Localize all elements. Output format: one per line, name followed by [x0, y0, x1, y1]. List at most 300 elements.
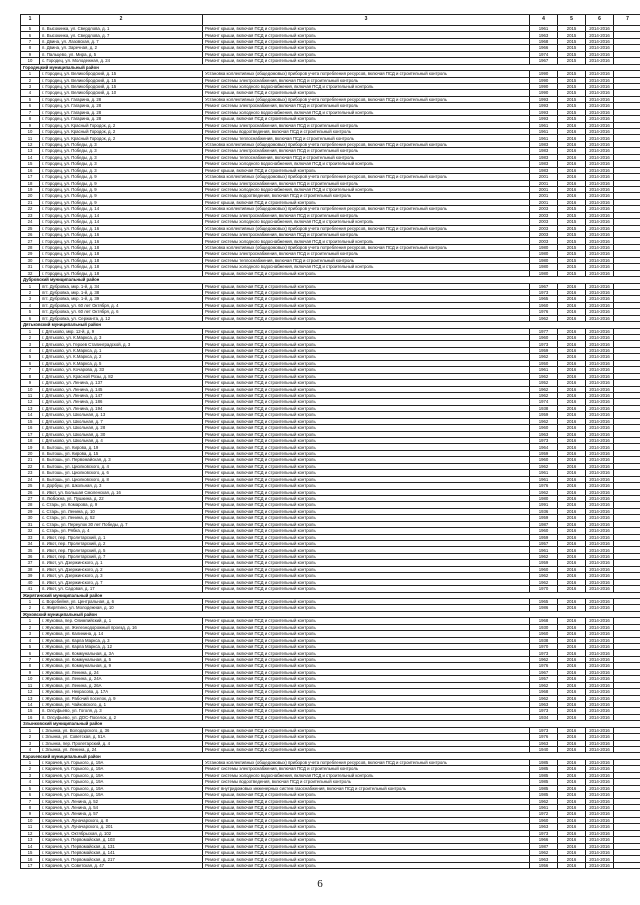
row-number-cell: 2 — [21, 766, 40, 772]
year-built-cell: 1983 — [530, 154, 558, 160]
year-built-cell: 1980 — [530, 495, 558, 501]
row-number-cell: 24 — [21, 219, 40, 225]
repair-year-cell: 2016 — [558, 637, 586, 643]
table-row — [21, 862, 640, 868]
repair-year-cell: 2016 — [558, 193, 586, 199]
period-cell: 2014-2016 — [586, 495, 614, 501]
work-type-cell: Ремонт системы электроснабжения, включая ПСД и строительный контроль — [203, 180, 530, 186]
work-type-cell: Ремонт системы электроснабжения, включая ПСД и строительный контроль — [203, 212, 530, 218]
row-number-cell: 12 — [21, 399, 40, 405]
work-type-cell: Ремонт крыши, включая ПСД и строительный контроль — [203, 51, 530, 57]
period-cell: 2014-2016 — [586, 373, 614, 379]
year-built-cell: 1962 — [530, 489, 558, 495]
year-built-cell: 1961 — [530, 476, 558, 482]
repair-year-cell: 2016 — [558, 431, 586, 437]
year-built-cell: 1961 — [530, 122, 558, 128]
work-type-cell: Ремонт крыши, включая ПСД и строительный контроль — [203, 598, 530, 604]
work-type-cell: Ремонт крыши, включая ПСД и строительный контроль — [203, 431, 530, 437]
repair-year-cell: 2016 — [558, 154, 586, 160]
year-built-cell: 1960 — [530, 425, 558, 431]
row-number-cell: 14 — [21, 701, 40, 707]
work-type-cell: Установка коллективных (общедомовых) приборов учета потребления ресурсов, включая ПСД и строительный контроль — [203, 96, 530, 102]
address-cell: г. Городец, ул. Великобродский, д. 15 — [40, 77, 203, 83]
work-type-cell: Ремонт крыши, включая ПСД и строительный контроль — [203, 167, 530, 173]
address-cell: г. Жуковка, ул. Коммунальная, д. 3А — [40, 650, 203, 656]
repair-year-cell: 2016 — [558, 148, 586, 154]
work-type-cell: Ремонт крыши, включая ПСД и строительный контроль — [203, 714, 530, 720]
row-number-cell: 27 — [21, 238, 40, 244]
address-cell: г. Городец, ул. Красный Городок, д. 2 — [40, 122, 203, 128]
repair-year-cell: 2016 — [558, 566, 586, 572]
work-type-cell: Ремонт системы холодного водоснабжения, включая ПСД и строительный контроль — [203, 264, 530, 270]
work-type-cell: Ремонт системы электроснабжения, включая ПСД и строительный контроль — [203, 232, 530, 238]
year-built-cell: 1962 — [530, 386, 558, 392]
period-cell: 2014-2016 — [586, 116, 614, 122]
period-cell: 2014-2016 — [586, 193, 614, 199]
address-cell: п. Ивот, ул. Дзержинского, д. 3 — [40, 573, 203, 579]
year-built-cell: 1959 — [530, 412, 558, 418]
repair-year-cell: 2015 — [558, 244, 586, 250]
work-type-cell: Ремонт крыши, включая ПСД и строительный контроль — [203, 450, 530, 456]
period-cell: 2014-2016 — [586, 553, 614, 559]
address-cell: г. Городец, ул. Победы, д. 3 — [40, 141, 203, 147]
period-cell: 2014-2016 — [586, 161, 614, 167]
address-cell: г. Карачев, ул. Первомайская, д. 217 — [40, 856, 203, 862]
address-cell: г. Городец, ул. Победы, д. 9 — [40, 193, 203, 199]
period-cell: 2014-2016 — [586, 180, 614, 186]
year-built-cell: 2001 — [530, 199, 558, 205]
period-cell: 2014-2016 — [586, 566, 614, 572]
period-cell: 2014-2016 — [586, 354, 614, 360]
repair-year-cell: 2016 — [558, 438, 586, 444]
year-built-cell: 1973 — [530, 438, 558, 444]
row-number-cell: 7 — [21, 656, 40, 662]
capital-repair-table — [20, 14, 640, 869]
address-cell: с. Жирятино, ул. Молодежная, д. 10 — [40, 605, 203, 611]
work-type-cell: Ремонт системы холодного водоснабжения, включая ПСД и строительный контроль — [203, 219, 530, 225]
district-title: Городецкий муниципальный район — [21, 64, 640, 70]
address-cell: п. Высокинка, ул. Свердлова, д. 7 — [40, 32, 203, 38]
address-cell: г. Дятьково, ул. К.Маркса, д. 5 — [40, 360, 203, 366]
period-cell: 2014-2016 — [586, 425, 614, 431]
row-number-cell: 25 — [21, 225, 40, 231]
work-type-cell: Ремонт крыши, включая ПСД и строительный контроль — [203, 560, 530, 566]
period-cell: 2014-2016 — [586, 663, 614, 669]
year-built-cell: 1960 — [530, 817, 558, 823]
row-number-cell: 2 — [21, 289, 40, 295]
address-cell: г. Городец, ул. Победы, д. 9 — [40, 186, 203, 192]
repair-year-cell: 2015 — [558, 219, 586, 225]
district-title: Дятьковский муниципальный район — [21, 322, 640, 328]
year-built-cell: 1965 — [530, 296, 558, 302]
period-cell: 2014-2016 — [586, 502, 614, 508]
repair-year-cell: 2015 — [558, 257, 586, 263]
work-type-cell: Ремонт крыши, включая ПСД и строительный контроль — [203, 856, 530, 862]
year-built-cell: 1973 — [530, 289, 558, 295]
address-cell: п. Олсуфьево, ул. ДОС-Поселок, д. 2 — [40, 714, 203, 720]
period-cell: 2014-2016 — [586, 257, 614, 263]
work-type-cell: Ремонт системы холодного водоснабжения, включая ПСД и строительный контроль — [203, 186, 530, 192]
row-number-cell: 35 — [21, 547, 40, 553]
year-built-cell: 1985 — [530, 785, 558, 791]
repair-year-cell: 2016 — [558, 573, 586, 579]
address-cell: г. Дятьково, ул. Школьная, д. 30 — [40, 431, 203, 437]
repair-year-cell: 2016 — [558, 528, 586, 534]
work-type-cell: Ремонт системы электроснабжения, включая ПСД и строительный контроль — [203, 251, 530, 257]
year-built-cell: 1990 — [530, 71, 558, 77]
period-cell: 2014-2016 — [586, 708, 614, 714]
repair-year-cell: 2016 — [558, 792, 586, 798]
work-type-cell: Ремонт крыши, включая ПСД и строительный контроль — [203, 682, 530, 688]
work-type-cell: Установка коллективных (общедомовых) приборов учета потребления ресурсов, включая ПСД и строительный контроль — [203, 225, 530, 231]
table-row — [21, 77, 640, 83]
repair-year-cell: 2016 — [558, 180, 586, 186]
year-built-cell: 1963 — [530, 431, 558, 437]
period-cell: 2014-2016 — [586, 586, 614, 592]
work-type-cell: Ремонт крыши, включая ПСД и строительный контроль — [203, 695, 530, 701]
address-cell: п. Пальцево, ул. Мира, д. 5 — [40, 51, 203, 57]
work-type-cell: Ремонт крыши, включая ПСД и строительный контроль — [203, 367, 530, 373]
period-cell: 2014-2016 — [586, 431, 614, 437]
work-type-cell: Установка коллективных (общедомовых) приборов учета потребления ресурсов, включая ПСД и строительный контроль — [203, 141, 530, 147]
period-cell: 2014-2016 — [586, 528, 614, 534]
work-type-cell: Ремонт крыши, включая ПСД и строительный контроль — [203, 689, 530, 695]
row-number-cell: 17 — [21, 431, 40, 437]
header-cell: 5 — [558, 15, 586, 26]
work-type-cell: Ремонт крыши, включая ПСД и строительный контроль — [203, 412, 530, 418]
work-type-cell: Ремонт крыши, включая ПСД и строительный контроль — [203, 547, 530, 553]
period-cell: 2014-2016 — [586, 283, 614, 289]
repair-year-cell: 2015 — [558, 45, 586, 51]
repair-year-cell: 2016 — [558, 734, 586, 740]
period-cell: 2014-2016 — [586, 541, 614, 547]
header-cell: 6 — [586, 15, 614, 26]
year-built-cell: 1961 — [530, 547, 558, 553]
address-cell: г. Карачев, ул. Советская, д. 47 — [40, 862, 203, 868]
year-built-cell: 1956 — [530, 862, 558, 868]
period-cell: 2014-2016 — [586, 26, 614, 32]
repair-year-cell: 2016 — [558, 676, 586, 682]
address-cell: г. Городец, ул. Великобродский, д. 10 — [40, 90, 203, 96]
repair-year-cell: 2016 — [558, 541, 586, 547]
row-number-cell: 10 — [21, 817, 40, 823]
row-number-cell: 14 — [21, 154, 40, 160]
row-number-cell: 5 — [21, 96, 40, 102]
repair-year-cell: 2016 — [558, 669, 586, 675]
address-cell: г. Злынка, ул. Володарского, д. 36 — [40, 727, 203, 733]
period-cell: 2014-2016 — [586, 135, 614, 141]
work-type-cell: Ремонт системы теплоснабжения, включая ПСД и строительный контроль — [203, 154, 530, 160]
address-cell: г. Карачев, ул. Первомайская, д. 131 — [40, 843, 203, 849]
address-cell: с. Старь, ул. Ленина, д. 10 — [40, 508, 203, 514]
row-number-cell: 16 — [21, 425, 40, 431]
repair-year-cell: 2016 — [558, 624, 586, 630]
table-header-row — [21, 15, 640, 26]
address-cell: г. Жуковка, ул. Чайковского, д. 1 — [40, 701, 203, 707]
year-built-cell: 1962 — [530, 354, 558, 360]
row-number-cell: 32 — [21, 270, 40, 276]
period-cell: 2014-2016 — [586, 534, 614, 540]
year-built-cell: 1968 — [530, 689, 558, 695]
repair-year-cell: 2016 — [558, 412, 586, 418]
year-built-cell: 1962 — [530, 315, 558, 321]
address-cell: г. Городец, ул. Победы, д. 3 — [40, 167, 203, 173]
district-title: Карачевский муниципальный район — [21, 753, 640, 759]
repair-year-cell: 2016 — [558, 405, 586, 411]
address-cell: г. Дятьково, ул. Школьная, д. 28 — [40, 425, 203, 431]
year-built-cell: 1957 — [530, 676, 558, 682]
row-number-cell: 3 — [21, 631, 40, 637]
period-cell: 2014-2016 — [586, 309, 614, 315]
year-built-cell: 1980 — [530, 257, 558, 263]
year-built-cell: 1993 — [530, 109, 558, 115]
address-cell: с. Старь, ул. Ленина, д. 52 — [40, 515, 203, 521]
row-number-cell: 7 — [21, 38, 40, 44]
repair-year-cell: 2016 — [558, 759, 586, 765]
work-type-cell: Ремонт крыши, включая ПСД и строительный контроль — [203, 418, 530, 424]
address-cell: г. Городец, ул. Победы, д. 9 — [40, 174, 203, 180]
table-row — [21, 129, 640, 135]
address-cell: п. Любохна, ул. Пушкина, д. 22 — [40, 495, 203, 501]
page-number: 6 — [317, 878, 323, 890]
document-page — [20, 14, 629, 869]
address-cell: г. Жуковка, ул. Железнодорожный проезд, д. 16 — [40, 624, 203, 630]
period-cell: 2014-2016 — [586, 167, 614, 173]
work-type-cell: Ремонт крыши, включая ПСД и строительный контроль — [203, 521, 530, 527]
row-number-cell: 6 — [21, 315, 40, 321]
year-built-cell: 1959 — [530, 450, 558, 456]
address-cell: г. Жуковка, ул. Ленина, д. 26А — [40, 682, 203, 688]
row-number-cell: 11 — [21, 682, 40, 688]
address-cell: г. Городец, ул. Красный Городок, д. 2 — [40, 129, 203, 135]
address-cell: пгт. Дубровка, ул. 60 лет Октября, д. 4 — [40, 302, 203, 308]
address-cell: г. Жуковка, ул. Карла Маркса, д. 12 — [40, 644, 203, 650]
period-cell: 2014-2016 — [586, 154, 614, 160]
repair-year-cell: 2016 — [558, 328, 586, 334]
period-cell: 2014-2016 — [586, 232, 614, 238]
repair-year-cell: 2016 — [558, 315, 586, 321]
repair-year-cell: 2016 — [558, 547, 586, 553]
repair-year-cell: 2016 — [558, 631, 586, 637]
period-cell: 2014-2016 — [586, 772, 614, 778]
row-number-cell: 6 — [21, 103, 40, 109]
period-cell: 2014-2016 — [586, 109, 614, 115]
period-cell: 2014-2016 — [586, 747, 614, 753]
repair-year-cell: 2016 — [558, 167, 586, 173]
row-number-cell: 11 — [21, 392, 40, 398]
repair-year-cell: 2015 — [558, 51, 586, 57]
work-type-cell: Ремонт крыши, включая ПСД и строительный контроль — [203, 380, 530, 386]
year-built-cell: 1957 — [530, 541, 558, 547]
period-cell: 2014-2016 — [586, 386, 614, 392]
year-built-cell: 1962 — [530, 573, 558, 579]
row-number-cell: 3 — [21, 83, 40, 89]
row-number-cell: 1 — [21, 598, 40, 604]
period-cell: 2014-2016 — [586, 405, 614, 411]
year-built-cell: 1993 — [530, 103, 558, 109]
address-cell: г. Карачев, ул. Горького, д. 19А — [40, 759, 203, 765]
address-cell: пгт. Дубровка, мкр. 1-й, д. 38 — [40, 289, 203, 295]
year-built-cell: 1962 — [530, 373, 558, 379]
period-cell: 2014-2016 — [586, 463, 614, 469]
address-cell: пгт. Дубровка, ул. 60 лет Октября, д. 6 — [40, 309, 203, 315]
address-cell: г. Злынка, ул. Ленина, д. 24 — [40, 747, 203, 753]
address-cell: г. Городец, ул. Победы, д. 18 — [40, 244, 203, 250]
row-number-cell: 8 — [21, 663, 40, 669]
repair-year-cell: 2016 — [558, 740, 586, 746]
address-cell: г. Городец, ул. Победы, д. 14 — [40, 219, 203, 225]
work-type-cell: Ремонт крыши, включая ПСД и строительный контроль — [203, 824, 530, 830]
row-number-cell: 29 — [21, 251, 40, 257]
repair-year-cell: 2016 — [558, 701, 586, 707]
row-number-cell: 18 — [21, 180, 40, 186]
year-built-cell: 1990 — [530, 90, 558, 96]
work-type-cell: Ремонт крыши, включая ПСД и строительный контроль — [203, 270, 530, 276]
work-type-cell: Ремонт крыши, включая ПСД и строительный контроль — [203, 283, 530, 289]
row-number-cell: 4 — [21, 637, 40, 643]
row-number-cell: 9 — [21, 51, 40, 57]
year-built-cell: 1965 — [530, 598, 558, 604]
address-cell: г. Городец, ул. Победы, д. 18 — [40, 264, 203, 270]
period-cell: 2014-2016 — [586, 347, 614, 353]
year-built-cell: 1970 — [530, 644, 558, 650]
table-row — [21, 135, 640, 141]
repair-year-cell: 2015 — [558, 270, 586, 276]
work-type-cell: Ремонт системы холодного водоснабжения, включая ПСД и строительный контроль — [203, 238, 530, 244]
row-number-cell: 16 — [21, 856, 40, 862]
period-cell: 2014-2016 — [586, 129, 614, 135]
row-number-cell: 18 — [21, 438, 40, 444]
year-built-cell: 1980 — [530, 251, 558, 257]
row-number-cell: 39 — [21, 573, 40, 579]
year-built-cell: 1952 — [530, 380, 558, 386]
year-built-cell: 1963 — [530, 740, 558, 746]
address-cell: п. Ивот, ул. Садовая, д. 17 — [40, 586, 203, 592]
address-cell: п. Ивот, ул. Дзержинского, д. 1 — [40, 560, 203, 566]
repair-year-cell: 2015 — [558, 206, 586, 212]
year-built-cell: 1938 — [530, 637, 558, 643]
work-type-cell: Ремонт крыши, включая ПСД и строительный контроль — [203, 669, 530, 675]
repair-year-cell: 2015 — [558, 83, 586, 89]
period-cell: 2014-2016 — [586, 476, 614, 482]
year-built-cell: 1963 — [530, 32, 558, 38]
row-number-cell: 14 — [21, 843, 40, 849]
repair-year-cell: 2016 — [558, 463, 586, 469]
year-built-cell: 1961 — [530, 135, 558, 141]
address-cell: г. Дятьково, мкр. 12-й, д. 9 — [40, 328, 203, 334]
address-cell: г. Карачев, ул. Горького, д. 19А — [40, 772, 203, 778]
repair-year-cell: 2016 — [558, 579, 586, 585]
year-built-cell: 1962 — [530, 656, 558, 662]
period-cell: 2014-2016 — [586, 141, 614, 147]
address-cell: г. Злынка, ул. Советская, д. 51А — [40, 734, 203, 740]
period-cell: 2014-2016 — [586, 470, 614, 476]
work-type-cell: Ремонт крыши, включая ПСД и строительный контроль — [203, 347, 530, 353]
period-cell: 2014-2016 — [586, 669, 614, 675]
year-built-cell: 1972 — [530, 811, 558, 817]
repair-year-cell: 2016 — [558, 817, 586, 823]
row-number-cell: 12 — [21, 141, 40, 147]
address-cell: г. Дятьково, ул. Ленина, д. 147 — [40, 392, 203, 398]
repair-year-cell: 2016 — [558, 560, 586, 566]
period-cell: 2014-2016 — [586, 618, 614, 624]
row-number-cell: 6 — [21, 360, 40, 366]
address-cell: п. Бытошь, ул. Кирова, д. 19 — [40, 444, 203, 450]
period-cell: 2014-2016 — [586, 51, 614, 57]
header-cell: 2 — [40, 15, 203, 26]
row-number-cell: 34 — [21, 541, 40, 547]
row-number-cell: 6 — [21, 650, 40, 656]
address-cell: г. Дятьково, ул. К.Маркса, д. 2 — [40, 354, 203, 360]
work-type-cell: Ремонт крыши, включая ПСД и строительный контроль — [203, 798, 530, 804]
period-cell: 2014-2016 — [586, 392, 614, 398]
work-type-cell: Ремонт системы водоотведения, включая ПСД и строительный контроль — [203, 129, 530, 135]
row-number-cell: 22 — [21, 463, 40, 469]
year-built-cell: 1930 — [530, 624, 558, 630]
repair-year-cell: 2015 — [558, 109, 586, 115]
year-built-cell: 1983 — [530, 161, 558, 167]
repair-year-cell: 2015 — [558, 58, 586, 64]
row-number-cell: 28 — [21, 502, 40, 508]
period-cell: 2014-2016 — [586, 560, 614, 566]
period-cell: 2014-2016 — [586, 96, 614, 102]
year-built-cell: 1961 — [530, 129, 558, 135]
period-cell: 2014-2016 — [586, 837, 614, 843]
row-number-cell: 22 — [21, 206, 40, 212]
repair-year-cell: 2016 — [558, 850, 586, 856]
period-cell: 2014-2016 — [586, 264, 614, 270]
repair-year-cell: 2016 — [558, 161, 586, 167]
address-cell: г. Городец, ул. Гагарина, д. 28 — [40, 109, 203, 115]
period-cell: 2014-2016 — [586, 77, 614, 83]
address-cell: г. Городец, ул. Победы, д. 18 — [40, 270, 203, 276]
work-type-cell: Ремонт крыши, включая ПСД и строительный контроль — [203, 843, 530, 849]
address-cell: г. Карачев, ул. Первомайская, д. 103 — [40, 837, 203, 843]
work-type-cell: Ремонт системы холодного водоснабжения, включая ПСД и строительный контроль — [203, 772, 530, 778]
work-type-cell: Ремонт крыши, включая ПСД и строительный контроль — [203, 45, 530, 51]
repair-year-cell: 2015 — [558, 225, 586, 231]
address-cell: п. Ивот, пер. Пролетарский, д. 5 — [40, 547, 203, 553]
row-number-cell: 21 — [21, 199, 40, 205]
period-cell: 2014-2016 — [586, 804, 614, 810]
row-number-cell: 38 — [21, 566, 40, 572]
period-cell: 2014-2016 — [586, 186, 614, 192]
period-cell: 2014-2016 — [586, 579, 614, 585]
header-cell: 1 — [21, 15, 40, 26]
year-built-cell: 2001 — [530, 180, 558, 186]
address-cell: г. Городец, ул. Красный Городок, д. 2 — [40, 135, 203, 141]
work-type-cell: Установка коллективных (общедомовых) приборов учета потребления ресурсов, включая ПСД и строительный контроль — [203, 759, 530, 765]
repair-year-cell: 2016 — [558, 289, 586, 295]
address-cell: п. Ивот, ул. Большая Смоленская, д. 16 — [40, 489, 203, 495]
address-cell: г. Дятьково, ул. Кочарова, д. 33 — [40, 367, 203, 373]
row-number-cell: 15 — [21, 708, 40, 714]
address-cell: п. Ивот, пер. Пролетарский, д. 1 — [40, 534, 203, 540]
repair-year-cell: 2016 — [558, 354, 586, 360]
row-number-cell: 13 — [21, 695, 40, 701]
row-number-cell: 15 — [21, 161, 40, 167]
row-number-cell: 7 — [21, 367, 40, 373]
year-built-cell: 1936 — [530, 508, 558, 514]
work-type-cell: Ремонт крыши, включая ПСД и строительный контроль — [203, 38, 530, 44]
row-number-cell: 23 — [21, 212, 40, 218]
period-cell: 2014-2016 — [586, 727, 614, 733]
row-number-cell: 1 — [21, 759, 40, 765]
header-cell: 3 — [203, 15, 530, 26]
period-cell: 2014-2016 — [586, 644, 614, 650]
table-row — [21, 122, 640, 128]
repair-year-cell: 2016 — [558, 457, 586, 463]
